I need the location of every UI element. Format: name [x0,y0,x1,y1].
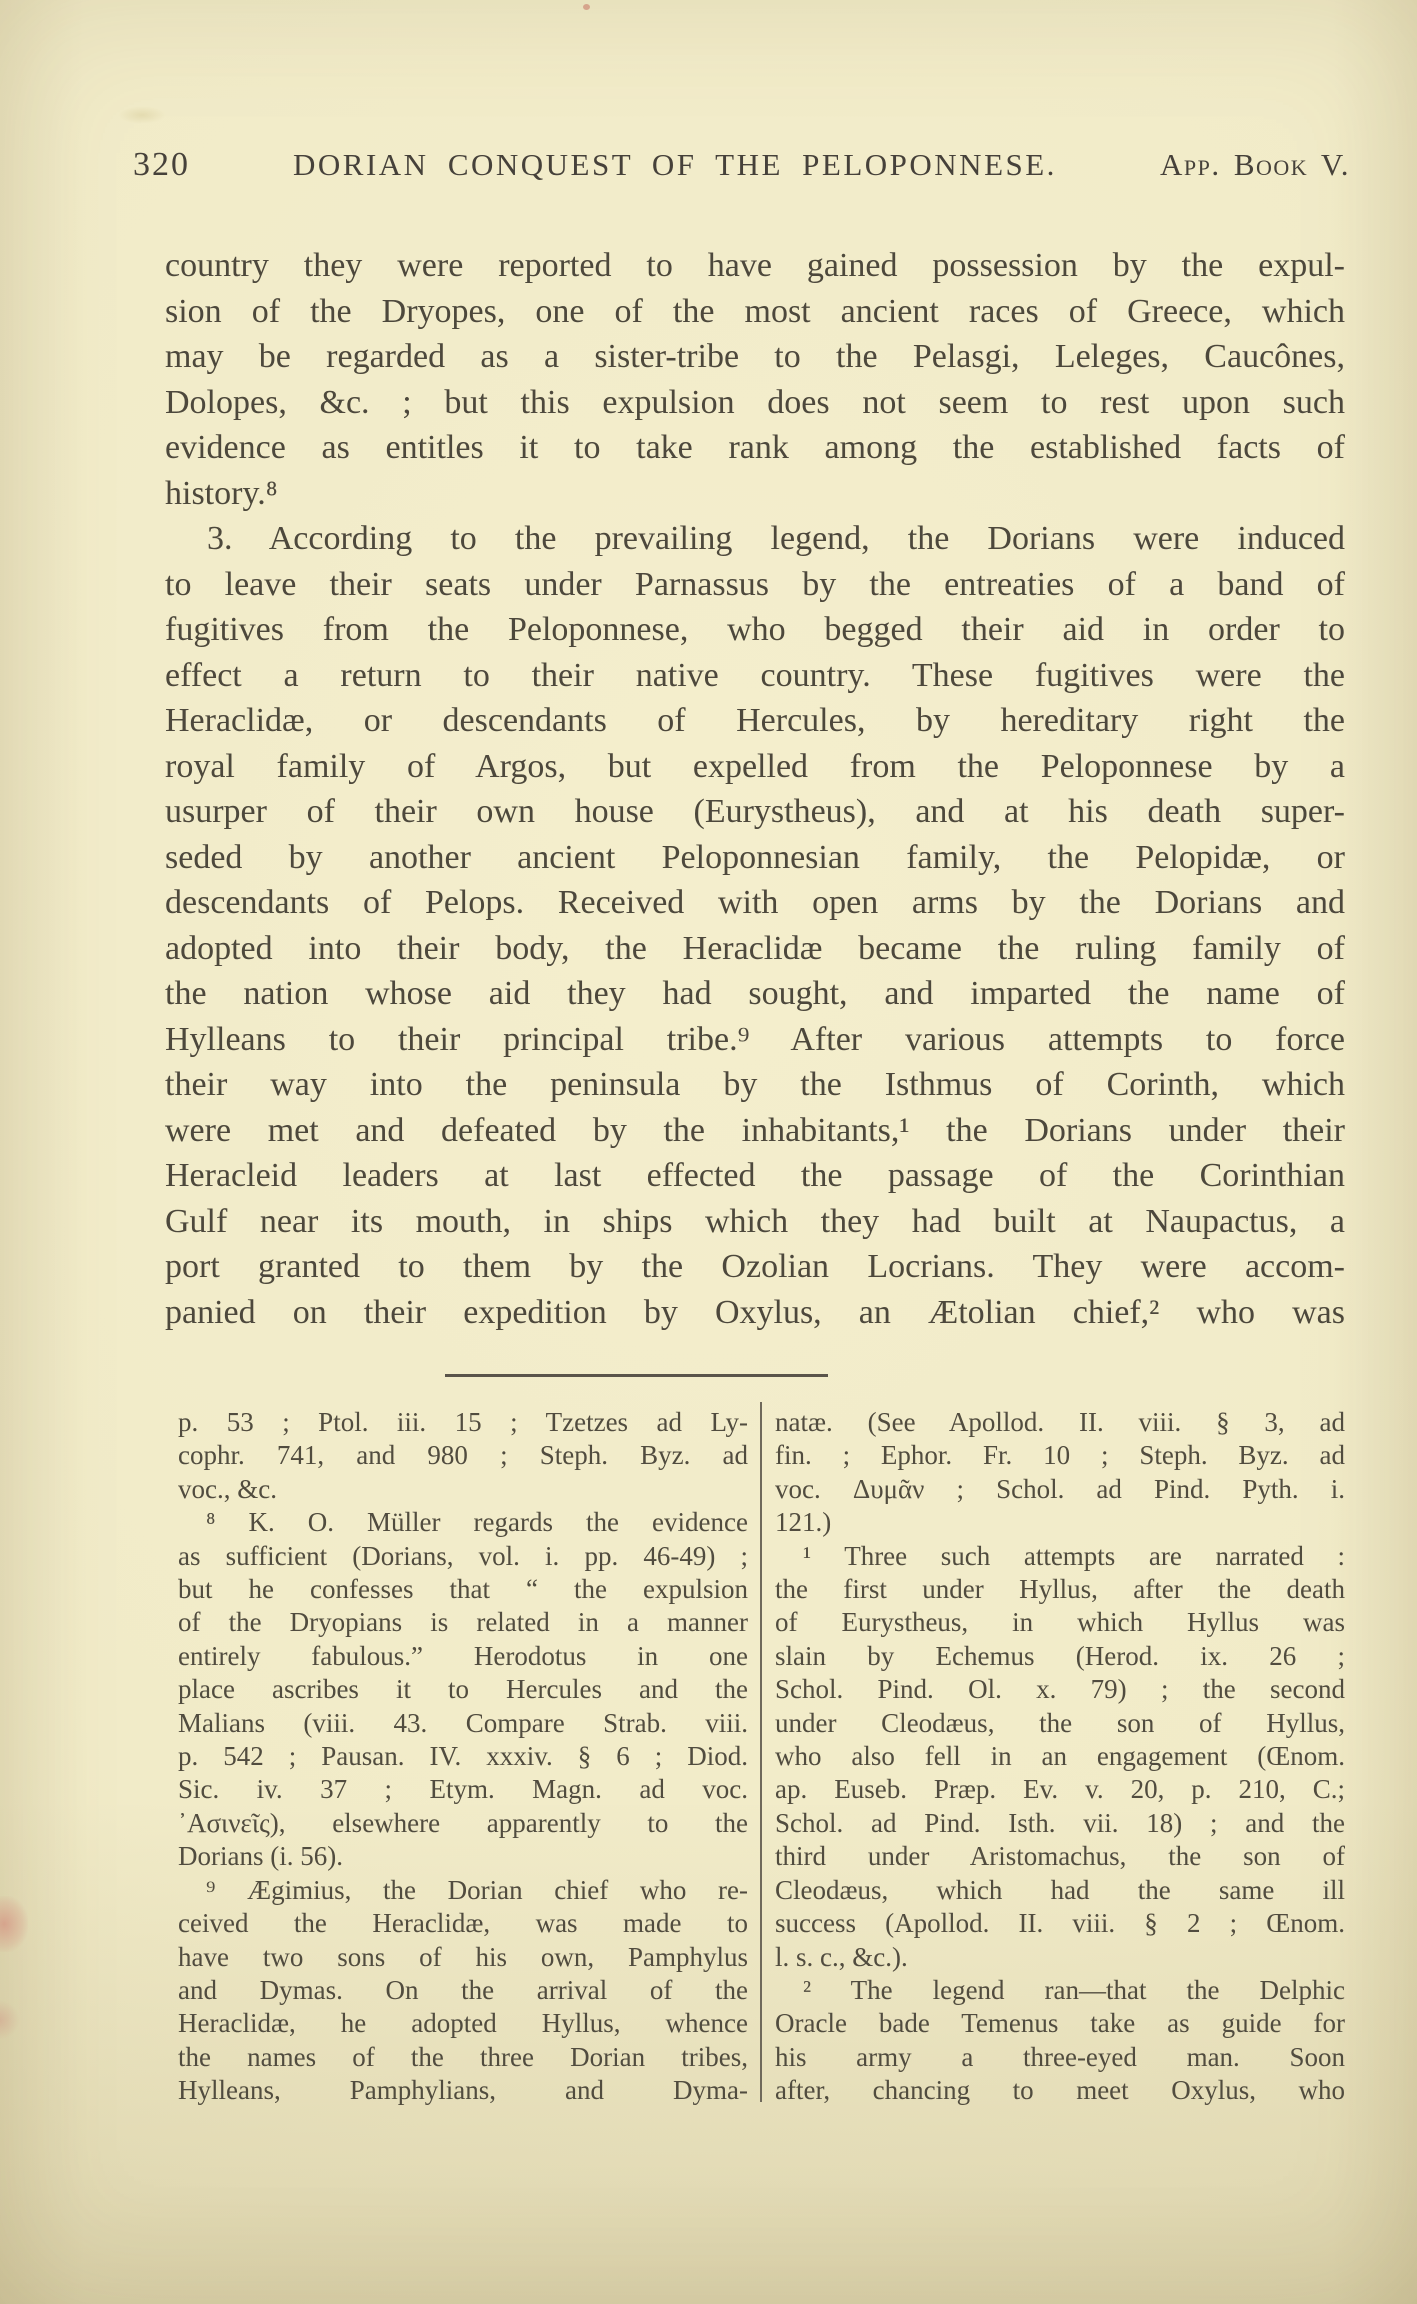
paragraph [165,243,1345,516]
text-line: may be regarded as a sister-tribe to the Pelasgi, Leleges, Caucônes, [165,338,1345,375]
text-line: success (Apollod. II. viii. § 2 ; Œnom. [775,1908,1345,1939]
page-edge-smudge [0,2000,20,2040]
text-line: Sic. iv. 37 ; Etym. Magn. ad voc. [178,1774,748,1805]
text-line: ceived the Heraclidæ, was made to [178,1908,748,1939]
text-line: usurper of their own house (Eurystheus), and at his death super- [165,793,1345,830]
text-line: the first under Hyllus, after the death [775,1574,1345,1605]
text-line: the names of the three Dorian tribes, [178,2041,748,2072]
text-line: fin. ; Ephor. Fr. 10 ; Steph. Byz. ad [775,1440,1345,1471]
text-line: but he confesses that “ the expulsion [178,1574,748,1605]
text-line: Heraclidæ, or descendants of Hercules, by hereditary right the [165,702,1345,739]
text-line: Malians (viii. 43. Compare Strab. viii. [178,1707,748,1738]
text-line: seded by another ancient Peloponnesian family, the Pelopidæ, or [165,838,1345,876]
text-line: Schol. ad Pind. Isth. vii. 18) ; and the [775,1807,1345,1838]
text-line: 121.) [775,1507,832,1538]
text-line: entirely fabulous.” Herodotus in one [178,1640,748,1671]
text-line: adopted into their body, the Heraclidæ became the ruling family of [165,929,1345,967]
text-line: effect a return to their native country. These fugitives were the [165,656,1345,694]
paragraph [165,516,1345,1335]
text-line: ⁹ Ægimius, the Dorian chief who re- [206,1874,748,1905]
text-line: fugitives from the Peloponnese, who begged their aid in order to [165,611,1345,648]
text-line: under Cleodæus, the son of Hyllus, [775,1707,1345,1738]
paper-stain [118,106,166,124]
paper-fleck [583,4,590,10]
text-line: l. s. c., &c.). [775,1941,908,1972]
text-line: were met and defeated by the inhabitants,¹ the Dorians under their [165,1111,1345,1149]
text-line: their way into the peninsula by the Isthmus of Corinth, which [165,1066,1345,1103]
text-line: natæ. (See Apollod. II. viii. § 3, ad [775,1407,1345,1437]
text-line: Heracleid leaders at last effected the passage of the Corinthian [165,1157,1345,1194]
text-line: ¹ Three such attempts are narrated : [803,1540,1345,1571]
text-line: p. 542 ; Pausan. IV. xxxiv. § 6 ; Diod. [178,1741,748,1772]
text-line: country they were reported to have gained possession by the expul- [165,247,1345,284]
text-line: royal family of Argos, but expelled from the Peloponnese by a [165,747,1345,785]
body-text [165,243,1345,1335]
page-edge-smudge [0,1896,28,1952]
text-line: who also fell in an engagement (Œnom. [775,1741,1345,1772]
text-line: voc., &c. [178,1473,277,1504]
text-line: evidence as entitles it to take rank among the established facts of [165,429,1345,466]
text-line: to leave their seats under Parnassus by the entreaties of a band of [165,565,1345,603]
running-title: DORIAN CONQUEST OF THE PELOPONNESE. [293,147,1057,182]
text-line: place ascribes it to Hercules and the [178,1674,748,1705]
text-line: Gulf near its mouth, in ships which they had built at Naupactus, a [165,1202,1345,1240]
page-header [133,146,1350,184]
text-line: port granted to them by the Ozolian Locrians. They were accom- [165,1248,1345,1285]
text-line: p. 53 ; Ptol. iii. 15 ; Tzetzes ad Ly- [178,1407,748,1437]
text-line: ap. Euseb. Præp. Ev. v. 20, p. 210, C.; [775,1774,1345,1805]
text-line: his army a three-eyed man. Soon [775,2041,1345,2072]
text-line: Hylleans, Pamphylians, and Dyma- [178,2075,748,2106]
text-line: voc. Δυμᾶν ; Schol. ad Pind. Pyth. i. [775,1473,1345,1504]
text-line: descendants of Pelops. Received with open arms by the Dorians and [165,884,1345,921]
footnotes [178,1406,1347,2108]
text-line: ᾿Ασινεῖς), elsewhere apparently to the [178,1807,748,1838]
text-line: Heraclidæ, he adopted Hyllus, whence [178,2008,748,2039]
footnote-column-left [178,1406,748,2108]
text-line: Dolopes, &c. ; but this expulsion does not seem to rest upon such [165,383,1345,421]
text-line: panied on their expedition by Oxylus, an Ætolian chief,² who was [165,1293,1345,1331]
text-line: slain by Echemus (Herod. ix. 26 ; [775,1640,1345,1671]
text-line: after, chancing to meet Oxylus, who [775,2075,1345,2106]
text-line: Hylleans to their principal tribe.⁹ After various attempts to force [165,1020,1345,1058]
text-line: have two sons of his own, Pamphylus [178,1941,748,1972]
footnote-column-right [775,1406,1345,2108]
text-line: as sufficient (Dorians, vol. i. pp. 46-49) ; [178,1540,748,1571]
text-line: and Dymas. On the arrival of the [178,1974,748,2005]
text-line: of the Dryopians is related in a manner [178,1607,748,1638]
text-line: sion of the Dryopes, one of the most ancient races of Greece, which [165,292,1345,330]
text-line: history.⁸ [165,474,278,512]
header-section: App. Book V. [1159,147,1350,182]
text-line: Cleodæus, which had the same ill [775,1874,1345,1905]
text-line: ⁸ K. O. Müller regards the evidence [206,1507,748,1538]
footnote-rule [445,1374,828,1377]
page-number: 320 [133,146,190,183]
text-line: Dorians (i. 56). [178,1841,343,1872]
text-line: Oracle bade Temenus take as guide for [775,2008,1345,2039]
text-line: cophr. 741, and 980 ; Steph. Byz. ad [178,1440,748,1471]
text-line: third under Aristomachus, the son of [775,1841,1345,1872]
text-line: Schol. Pind. Ol. x. 79) ; the second [775,1674,1345,1705]
text-line: the nation whose aid they had sought, and imparted the name of [165,975,1345,1012]
footnote-column-divider [760,1402,762,2102]
text-line: 3. According to the prevailing legend, the Dorians were induced [207,520,1345,557]
text-line: ² The legend ran—that the Delphic [803,1974,1345,2005]
text-line: of Eurystheus, in which Hyllus was [775,1607,1345,1638]
